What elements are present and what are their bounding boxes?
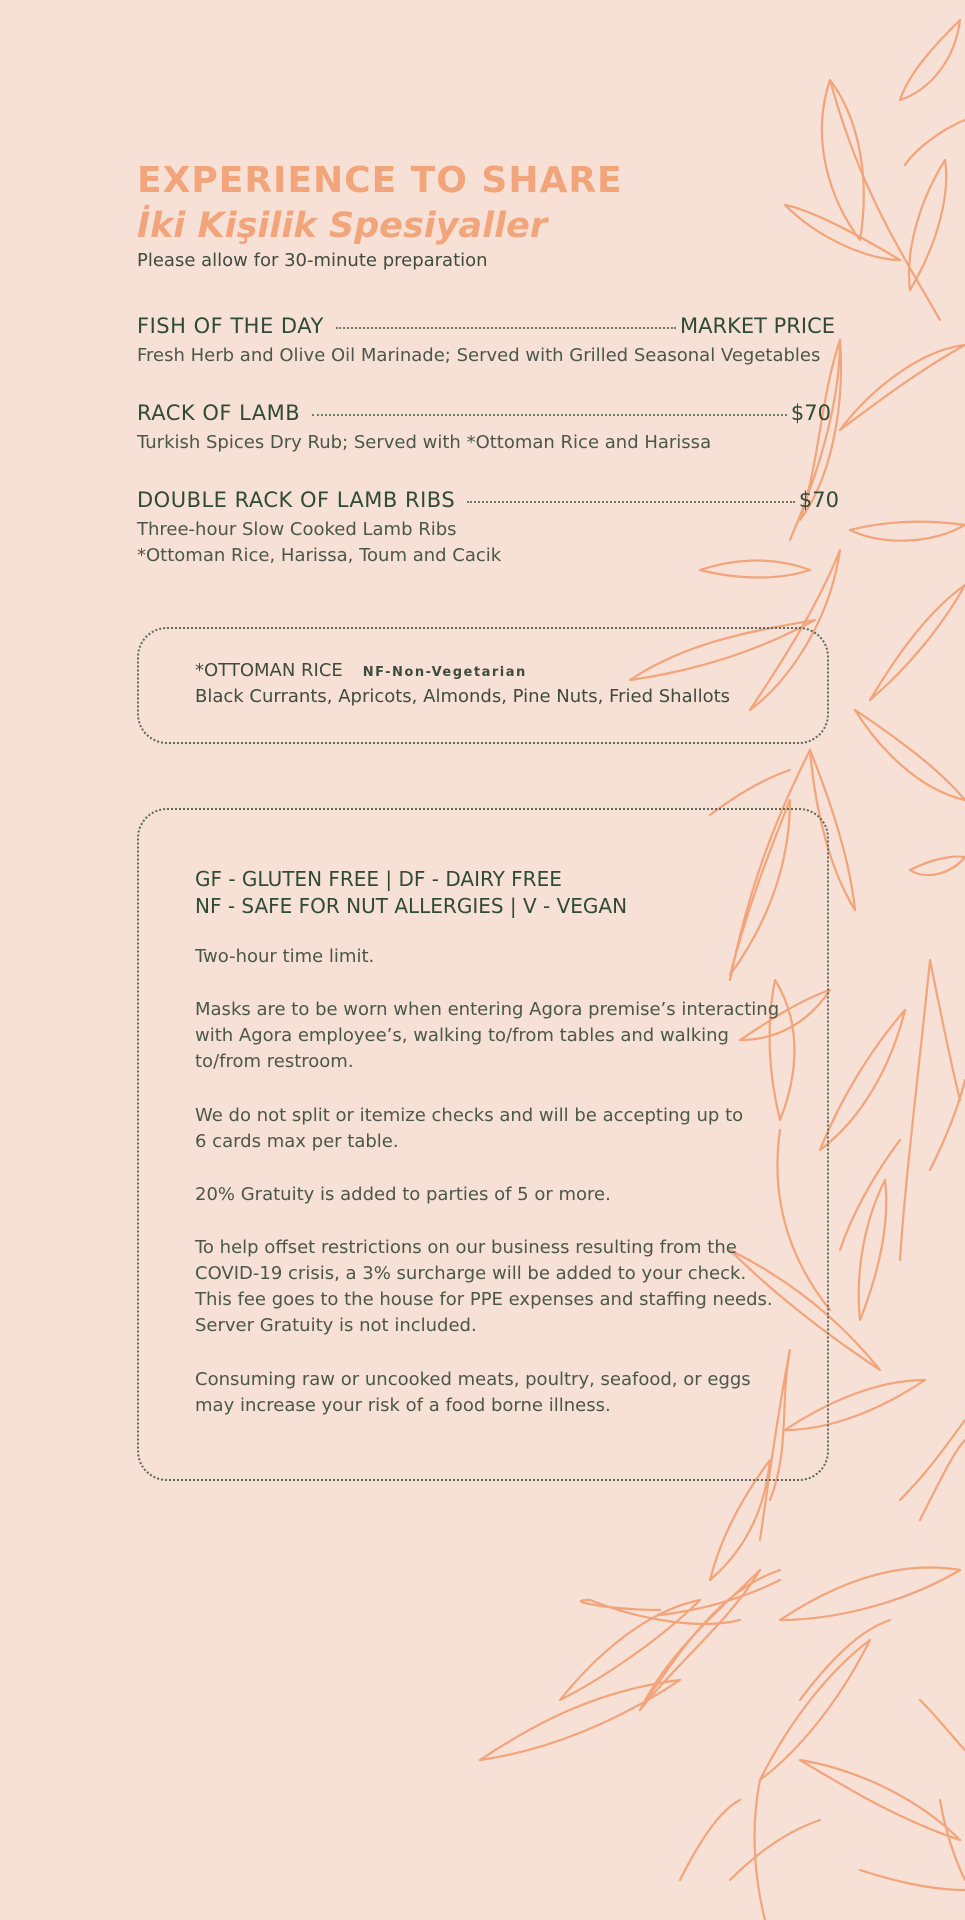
menu-item-description: Fresh Herb and Olive Oil Marinade; Served with Grilled Seasonal Vegetables (137, 345, 821, 366)
note-line: This fee goes to the house for PPE expenses and staffing needs. (195, 1289, 773, 1310)
dietary-legend (195, 866, 627, 920)
menu-item-description: Turkish Spices Dry Rub; Served with *Ottoman Rice and Harissa (137, 432, 712, 453)
note-line: may increase your risk of a food borne illness. (195, 1395, 611, 1416)
menu-item-description: Three-hour Slow Cooked Lamb Ribs (137, 519, 457, 540)
ottoman-rice-name: *OTTOMAN RICE (195, 660, 343, 681)
menu-item-fish-of-the-day (137, 314, 835, 369)
note-time-limit (195, 944, 374, 970)
ottoman-rice-tag: NF-Non-Vegetarian (362, 665, 527, 680)
note-line: to/from restroom. (195, 1051, 354, 1072)
note-line: 6 cards max per table. (195, 1131, 399, 1152)
note-line: COVID-19 crisis, a 3% surcharge will be added to your check. (195, 1263, 747, 1284)
note-surcharge (195, 1235, 773, 1339)
note-line: Server Gratuity is not included. (195, 1315, 477, 1336)
note-checks (195, 1103, 743, 1155)
note-line: Two-hour time limit. (195, 946, 375, 967)
ottoman-rice-heading (195, 660, 527, 681)
menu-item-price: $70 (798, 488, 839, 512)
menu-item-rack-of-lamb (137, 401, 831, 456)
page-subtitle-turkish: İki Kişilik Spesiyaller (137, 206, 548, 246)
menu-item-price: MARKET PRICE (680, 314, 835, 338)
note-line: Masks are to be worn when entering Agora premise’s interacting (195, 999, 780, 1020)
legend-line: GF - GLUTEN FREE | DF - DAIRY FREE (195, 867, 562, 891)
dot-leader (467, 500, 795, 503)
note-consumer-advisory (195, 1367, 751, 1419)
note-line: To help offset restrictions on our business resulting from the (195, 1237, 737, 1258)
page-title: EXPERIENCE TO SHARE (137, 160, 623, 201)
dot-leader (336, 326, 676, 329)
preparation-note: Please allow for 30-minute preparation (137, 250, 488, 271)
note-line: 20% Gratuity is added to parties of 5 or more. (195, 1184, 611, 1205)
menu-item-name: DOUBLE RACK OF LAMB RIBS (137, 488, 456, 512)
ottoman-rice-description: Black Currants, Apricots, Almonds, Pine Nuts, Fried Shallots (195, 686, 731, 707)
dot-leader (312, 413, 787, 416)
legend-line: NF - SAFE FOR NUT ALLERGIES | V - VEGAN (195, 894, 628, 918)
menu-item-double-rack-of-lamb-ribs (137, 488, 839, 569)
note-line: with Agora employee’s, walking to/from tables and walking (195, 1025, 729, 1046)
menu-item-name: RACK OF LAMB (137, 401, 301, 425)
note-gratuity (195, 1182, 611, 1208)
menu-item-description: *Ottoman Rice, Harissa, Toum and Cacik (137, 545, 502, 566)
note-masks (195, 997, 779, 1075)
menu-item-name: FISH OF THE DAY (137, 314, 324, 338)
note-line: We do not split or itemize checks and will be accepting up to (195, 1105, 744, 1126)
note-line: Consuming raw or uncooked meats, poultry, seafood, or eggs (195, 1369, 751, 1390)
menu-item-price: $70 (790, 401, 831, 425)
